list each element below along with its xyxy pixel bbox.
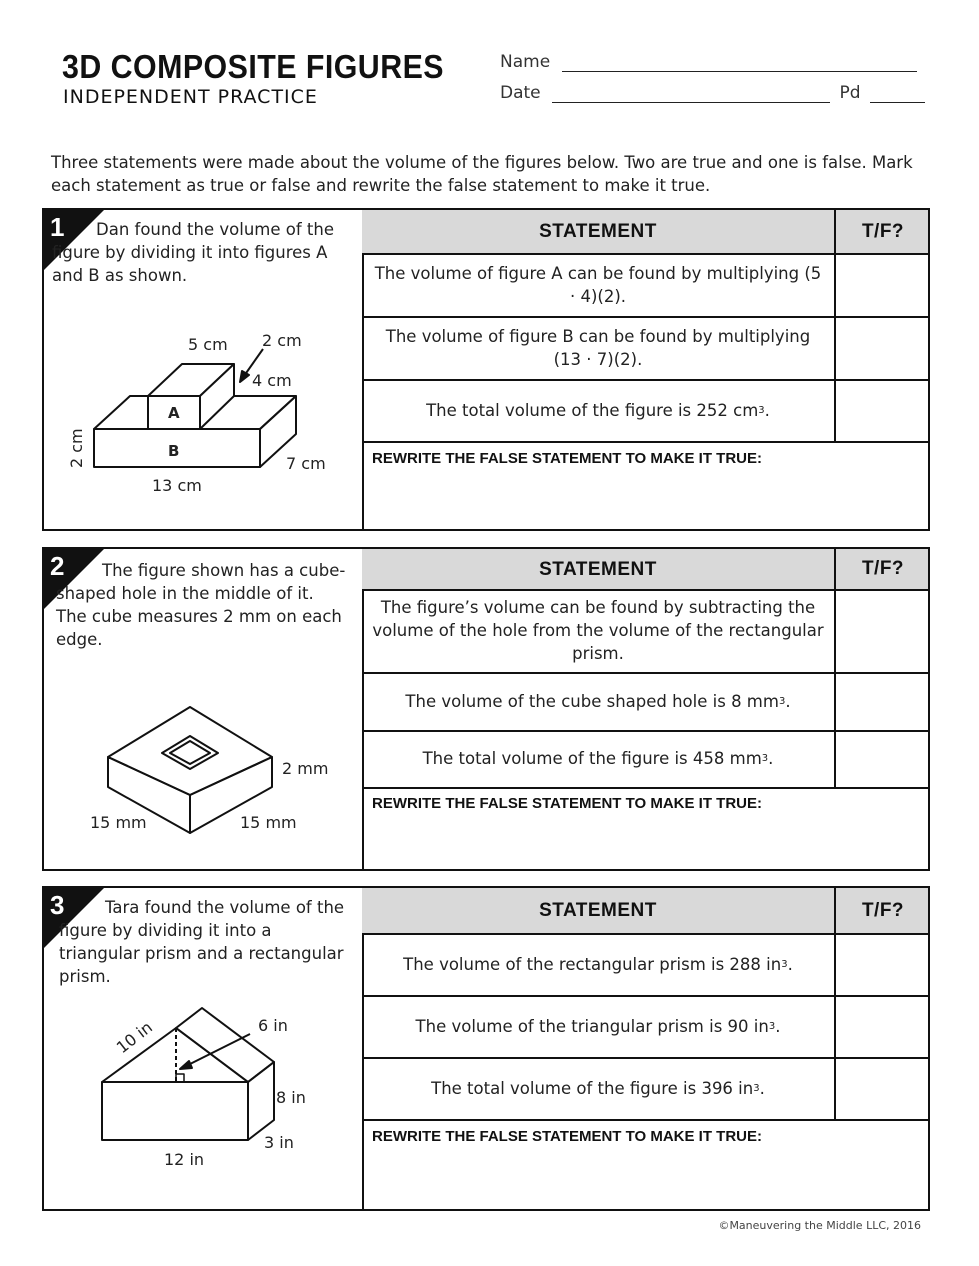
statement-cell: The volume of the triangular prism is 90 in 3 .	[362, 995, 836, 1057]
statement-row	[362, 589, 928, 674]
statement-table-3	[362, 888, 928, 1209]
tf-header: T/F?	[861, 220, 905, 242]
pd-field[interactable]	[870, 86, 925, 103]
name-field[interactable]	[562, 55, 917, 72]
date-label: Date	[500, 83, 541, 103]
tf-answer-box[interactable]	[838, 1057, 928, 1119]
table-header	[362, 888, 928, 935]
tf-answer-box[interactable]	[838, 316, 928, 379]
statement-row	[362, 995, 928, 1059]
label-left: 15 mm	[90, 813, 147, 832]
label-base-depth: 7 cm	[286, 454, 326, 473]
pd-label: Pd	[839, 83, 861, 103]
exponent: 3	[768, 1020, 776, 1032]
statement-row	[362, 730, 928, 789]
label-depth: 3 in	[264, 1133, 294, 1152]
tf-answer-box[interactable]	[838, 672, 928, 730]
label-height: 8 in	[276, 1088, 306, 1107]
label-base-length: 13 cm	[152, 476, 202, 495]
statement-row	[362, 933, 928, 997]
label-slant: 10 in	[112, 1017, 157, 1058]
date-field[interactable]	[552, 86, 830, 103]
statement-text: The volume of figure A can be found by multiplying (5 · 4)(2).	[362, 253, 836, 316]
statement-cell: The volume of the rectangular prism is 288 in 3 .	[362, 933, 836, 995]
problem-text: Tara found the volume of the figure by dividing it into a triangular prism and a rectangular prism.	[59, 898, 345, 986]
label-right: 15 mm	[240, 813, 297, 832]
table-header	[362, 549, 928, 591]
rewrite-label: REWRITE THE FALSE STATEMENT TO MAKE IT TRUE:	[372, 795, 762, 812]
page-title: 3D COMPOSITE FIGURES	[62, 48, 445, 85]
rewrite-answer-area[interactable]	[362, 817, 928, 869]
statement-text: The figure’s volume can be found by subtracting the volume of the hole from the volume of the rectangular prism.	[362, 589, 836, 672]
tf-answer-box[interactable]	[838, 730, 928, 787]
exponent: 3	[778, 695, 786, 707]
tf-answer-box[interactable]	[838, 933, 928, 995]
problem-3-left	[44, 888, 364, 1209]
tf-answer-box[interactable]	[838, 995, 928, 1057]
figure-3	[44, 1006, 360, 1176]
statement-row	[362, 316, 928, 381]
label-a: A	[168, 404, 180, 422]
page-subtitle: INDEPENDENT PRACTICE	[63, 86, 318, 108]
rewrite-answer-area[interactable]	[362, 472, 928, 529]
problem-3	[42, 886, 930, 1211]
statement-header: STATEMENT	[362, 888, 836, 933]
exponent: 3	[761, 753, 769, 764]
statement-text: The total volume of the figure is 458 mm	[422, 749, 762, 768]
statement-row	[362, 672, 928, 732]
problem-text: The figure shown has a cube-shaped hole in the middle of it. The cube measures 2 mm on each edge.	[56, 561, 346, 649]
statement-text: The total volume of the figure is 252 cm	[426, 400, 759, 420]
statement-cell: The total volume of the figure is 252 cm 3 .	[362, 379, 836, 441]
label-length: 12 in	[164, 1150, 205, 1169]
statement-table-1	[362, 210, 928, 529]
statement-header: STATEMENT	[362, 549, 836, 589]
label-step: 4 cm	[252, 371, 292, 390]
statement-row	[362, 1057, 928, 1121]
name-label: Name	[500, 52, 551, 72]
statement-text: The volume of the cube shaped hole is 8 mm	[405, 691, 779, 711]
statement-table-2	[362, 549, 928, 869]
label-top-depth: 2 cm	[262, 331, 302, 350]
name-date-block	[500, 52, 925, 103]
statement-text: The total volume of the figure is 396 in	[431, 1078, 754, 1098]
figure-1	[44, 320, 360, 520]
label-height: 2 cm	[67, 428, 86, 468]
label-height: 2 mm	[282, 759, 329, 778]
exponent: 3	[758, 404, 765, 416]
table-header	[362, 210, 928, 255]
tf-answer-box[interactable]	[838, 379, 928, 441]
exponent: 3	[753, 1082, 760, 1094]
problem-text: Dan found the volume of the figure by dividing it into figures A and B as shown.	[52, 220, 334, 285]
statement-cell: The total volume of the figure is 458 mm 3 .	[362, 730, 836, 787]
problem-2-left	[44, 549, 364, 869]
figure-2	[44, 697, 360, 867]
problem-1-left	[44, 210, 364, 529]
statement-cell: The total volume of the figure is 396 in 3 .	[362, 1057, 836, 1119]
tf-header: T/F?	[861, 899, 905, 921]
statement-text: The volume of the rectangular prism is 288 in	[403, 954, 782, 974]
rewrite-label: REWRITE THE FALSE STATEMENT TO MAKE IT TRUE:	[372, 450, 762, 467]
label-b: B	[168, 442, 180, 460]
rewrite-label: REWRITE THE FALSE STATEMENT TO MAKE IT TRUE:	[372, 1128, 762, 1145]
tf-header: T/F?	[861, 558, 905, 579]
problem-number: 1	[50, 212, 65, 242]
tf-answer-box[interactable]	[838, 253, 928, 316]
problem-number: 2	[50, 551, 65, 581]
statement-cell: The volume of the cube shaped hole is 8 mm 3 .	[362, 672, 836, 730]
tf-answer-box[interactable]	[838, 589, 928, 672]
statement-row	[362, 253, 928, 318]
statement-text: The volume of figure B can be found by multiplying (13 · 7)(2).	[362, 316, 836, 379]
copyright: ©Maneuvering the Middle LLC, 2016	[718, 1219, 921, 1232]
statement-row	[362, 379, 928, 443]
label-top-length: 5 cm	[188, 335, 228, 354]
exponent: 3	[781, 958, 788, 970]
rewrite-answer-area[interactable]	[362, 1150, 928, 1209]
label-tri-height: 6 in	[258, 1016, 288, 1035]
problem-1	[42, 208, 930, 531]
problem-2	[42, 547, 930, 871]
problem-number: 3	[50, 890, 65, 920]
statement-text: The volume of the triangular prism is 90 in	[415, 1016, 769, 1036]
statement-header: STATEMENT	[362, 210, 836, 253]
instructions: Three statements were made about the volume of the figures below. Two are true and one is false. Mark each statement as true or false and rewrite the false statement to make it true.	[51, 153, 913, 195]
